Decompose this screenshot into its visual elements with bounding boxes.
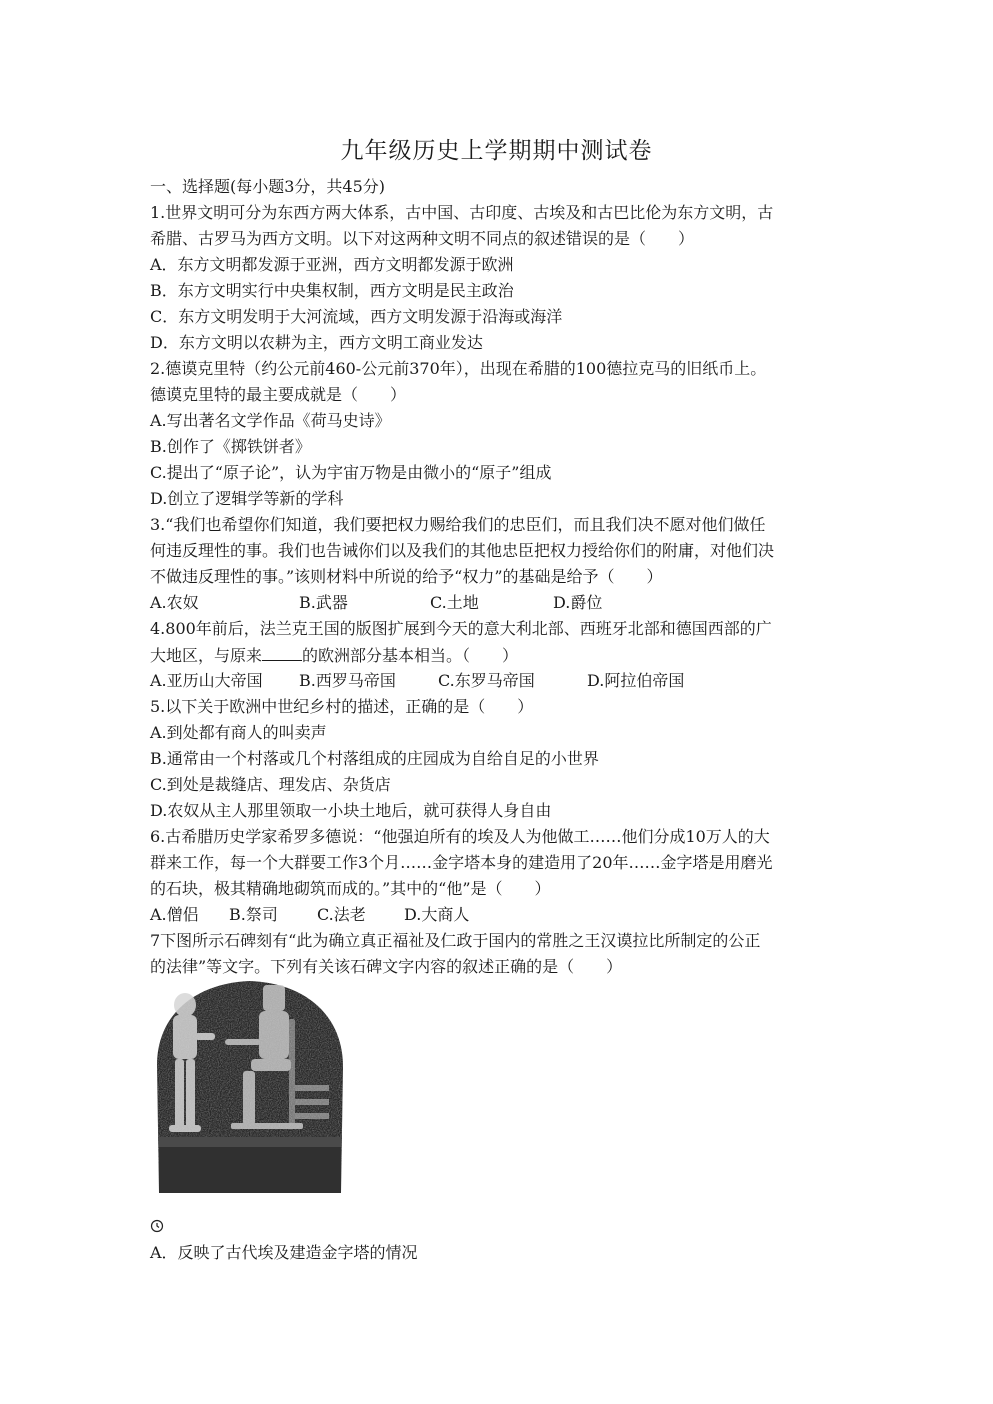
hammurabi-stele-image [155,975,345,1193]
q6-option-a: A.僧侣 [150,905,199,924]
q1-stem-line-2: 希腊、古罗马为西方文明。以下对这两种文明不同点的叙述错误的是（ ） [150,229,695,248]
q2-stem-line-1: 2.德谟克里特（约公元前460-公元前370年），出现在希腊的100德拉克马的旧纸币上。 [150,359,767,378]
q6-stem-line-1: 6.古希腊历史学家希罗多德说：“他强迫所有的埃及人为他做工……他们分成10万人的大 [150,827,770,846]
q3-options [150,590,850,616]
q6-options [150,902,850,928]
q7-stem-line-1: 7下图所示石碑刻有“此为确立真正福祉及仁政于国内的常胜之王汉谟拉比所制定的公正 [150,931,761,950]
question-list [150,174,850,980]
section-heading: 一、选择题(每小题3分，共45分) [150,177,386,196]
q4-option-a: A.亚历山大帝国 [150,671,263,690]
q3-option-b: B.武器 [299,593,348,612]
q7-stem-line-2: 的法律”等文字。下列有关该石碑文字内容的叙述正确的是（ ） [150,957,623,976]
q2-option-c: C.提出了“原子论”，认为宇宙万物是由微小的“原子”组成 [150,463,552,482]
q4-stem-part-1: 大地区，与原来 [150,646,263,665]
q3-stem-line-1: 3.“我们也希望你们知道，我们要把权力赐给我们的忠臣们，而且我们决不愿对他们做任 [150,515,766,534]
q3-option-a: A.农奴 [150,593,199,612]
q1-stem-line-1: 1.世界文明可分为东西方两大体系，古中国、古印度、古埃及和古巴比伦为东方文明，古 [150,203,774,222]
q6-option-c: C.法老 [317,905,366,924]
q6-stem-line-2: 群来工作，每一个大群要工作3个月……金字塔本身的建造用了20年……金字塔是用磨光 [150,853,773,872]
q6-option-b: B.祭司 [229,905,278,924]
q3-stem-line-3: 不做违反理性的事。”该则材料中所说的给予“权力”的基础是给予（ ） [150,567,663,586]
q4-answer-blank [262,642,302,661]
q1-option-a: A．东方文明都发源于亚洲，西方文明都发源于欧洲 [150,255,514,274]
q4-stem-line-2 [150,642,850,668]
q5-stem-line-1: 5.以下关于欧洲中世纪乡村的描述，正确的是（ ） [150,697,534,716]
q2-stem-line-2: 德谟克里特的最主要成就是（ ） [150,385,407,404]
q2-option-d: D.创立了逻辑学等新的学科 [150,489,344,508]
q6-option-d: D.大商人 [404,905,470,924]
page-title: 九年级历史上学期期中测试卷 [340,138,653,164]
q4-option-b: B.西罗马帝国 [299,671,396,690]
q1-option-d: D．东方文明以农耕为主，西方文明工商业发达 [150,333,483,352]
q4-stem-line-1: 4.800年前后，法兰克王国的版图扩展到今天的意大利北部、西班牙北部和德国西部的广 [150,619,772,638]
q5-option-b: B.通常由一个村落或几个村落组成的庄园成为自给自足的小世界 [150,749,599,768]
q4-stem-part-2: 的欧洲部分基本相当。（ ） [302,646,519,665]
q3-option-c: C.土地 [430,593,479,612]
q1-option-c: C．东方文明发明于大河流域，西方文明发源于沿海或海洋 [150,307,563,326]
q5-option-a: A.到处都有商人的叫卖声 [150,723,327,742]
q7-option-a: A．反映了古代埃及建造金字塔的情况 [150,1243,418,1262]
q5-option-d: D.农奴从主人那里领取一小块土地后，就可获得人身自由 [150,801,552,820]
q4-option-d: D.阿拉伯帝国 [587,671,685,690]
q1-option-b: B．东方文明实行中央集权制，西方文明是民主政治 [150,281,514,300]
q5-option-c: C.到处是裁缝店、理发店、杂货店 [150,775,391,794]
clock-icon [150,1219,164,1233]
q2-option-a: A.写出著名文学作品《荷马史诗》 [150,411,391,430]
q4-option-c: C.东罗马帝国 [438,671,535,690]
q4-options [150,668,850,694]
q6-stem-line-3: 的石块，极其精确地砌筑而成的。”其中的“他”是（ ） [150,879,551,898]
q3-stem-line-2: 何违反理性的事。我们也告诫你们以及我们的其他忠臣把权力授给你们的附庸，对他们决 [150,541,775,560]
q3-option-d: D.爵位 [553,593,603,612]
q2-option-b: B.创作了《掷铁饼者》 [150,437,311,456]
